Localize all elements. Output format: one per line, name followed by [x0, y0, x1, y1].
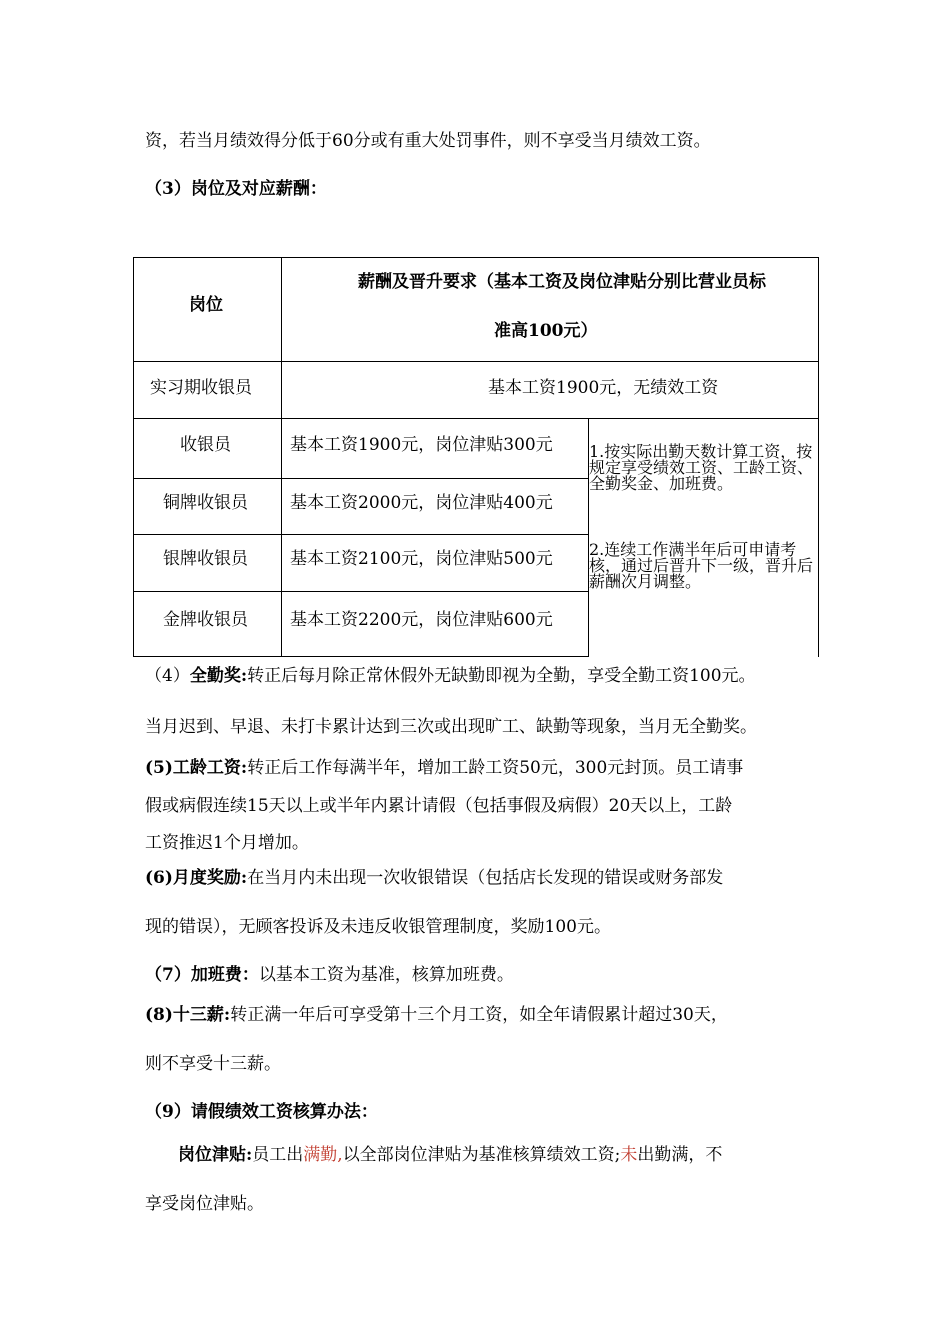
paragraph-seniority-pay — [145, 753, 743, 778]
paragraph: 享受岗位津贴。 — [145, 1194, 264, 1214]
section-title: (6)月度奖励: — [145, 868, 248, 888]
table-note-1: 1.按实际出勤天数计算工资，按规定享受绩效工资、工龄工资、全勤奖金、加班费。 — [589, 442, 814, 493]
paragraph: 则不享受十三薪。 — [145, 1054, 281, 1074]
paragraph-thirteenth-salary — [145, 1000, 728, 1025]
table-row-role: 金牌收银员 — [163, 610, 248, 630]
table-note-2: 2.连续工作满半年后可申请考核，通过后晋升下一级，晋升后薪酬次月调整。 — [589, 540, 814, 591]
paragraph-position-allowance — [178, 1140, 722, 1165]
highlight-text: 未 — [620, 1145, 638, 1165]
section-title: (8)十三薪: — [145, 1005, 231, 1025]
trainee-pay: 基本工资1900元，无绩效工资 — [488, 378, 719, 398]
section-text: 转正满一年后可享受第十三个月工资，如全年请假累计超过30天， — [230, 1005, 728, 1025]
text-span: 出勤满，不 — [637, 1145, 723, 1165]
table-row-pay: 基本工资2200元，岗位津贴600元 — [290, 610, 553, 630]
section-text: 转正后工作每满半年，增加工龄工资50元，300元封顶。员工请事 — [247, 758, 744, 778]
section-heading: （9）请假绩效工资核算办法： — [145, 1102, 378, 1122]
section-heading: （3）岗位及对应薪酬： — [145, 179, 327, 199]
text-span: 以全部岗位津贴为基准核算绩效工资; — [342, 1145, 621, 1165]
text-span: 员工出 — [252, 1145, 304, 1165]
paragraph: 假或病假连续15天以上或半年内累计请假（包括事假及病假）20天以上，工龄 — [145, 796, 733, 816]
paragraph-attendance-bonus — [145, 661, 756, 686]
header-role: 岗位 — [189, 295, 223, 315]
section-number: （4） — [145, 666, 190, 686]
section-text: 转正后每月除正常休假外无缺勤即视为全勤，享受全勤工资100元。 — [247, 666, 756, 686]
section-title: 岗位津贴: — [178, 1145, 253, 1165]
header-pay-line1: 薪酬及晋升要求（基本工资及岗位津贴分别比营业员标 — [358, 272, 766, 292]
paragraph-monthly-bonus — [145, 863, 723, 888]
table-row-role: 收银员 — [180, 435, 231, 455]
table-row-pay: 基本工资2000元，岗位津贴400元 — [290, 493, 553, 513]
highlight-text: 满勤, — [303, 1145, 343, 1165]
table-row-role: 银牌收银员 — [163, 549, 248, 569]
section-text: 以基本工资为基准，核算加班费。 — [258, 965, 514, 985]
table-row-pay: 基本工资2100元，岗位津贴500元 — [290, 549, 553, 569]
paragraph: 资，若当月绩效得分低于60分或有重大处罚事件，则不享受当月绩效工资。 — [145, 131, 711, 151]
header-pay-line2: 准高100元） — [494, 321, 598, 341]
section-text: 在当月内未出现一次收银错误（包括店长发现的错误或财务部发 — [247, 868, 724, 888]
table-row-pay: 基本工资1900元，岗位津贴300元 — [290, 435, 553, 455]
paragraph: 当月迟到、早退、未打卡累计达到三次或出现旷工、缺勤等现象，当月无全勤奖。 — [145, 717, 757, 737]
table-row-role: 铜牌收银员 — [163, 493, 248, 513]
section-title: （7）加班费： — [145, 965, 259, 985]
section-title: 全勤奖: — [189, 666, 248, 686]
section-title: (5)工龄工资: — [145, 758, 248, 778]
paragraph: 现的错误），无顾客投诉及未违反收银管理制度，奖励100元。 — [145, 917, 611, 937]
paragraph: 工资推迟1个月增加。 — [145, 833, 309, 853]
trainee-role: 实习期收银员 — [150, 378, 252, 398]
paragraph-overtime — [145, 960, 514, 985]
